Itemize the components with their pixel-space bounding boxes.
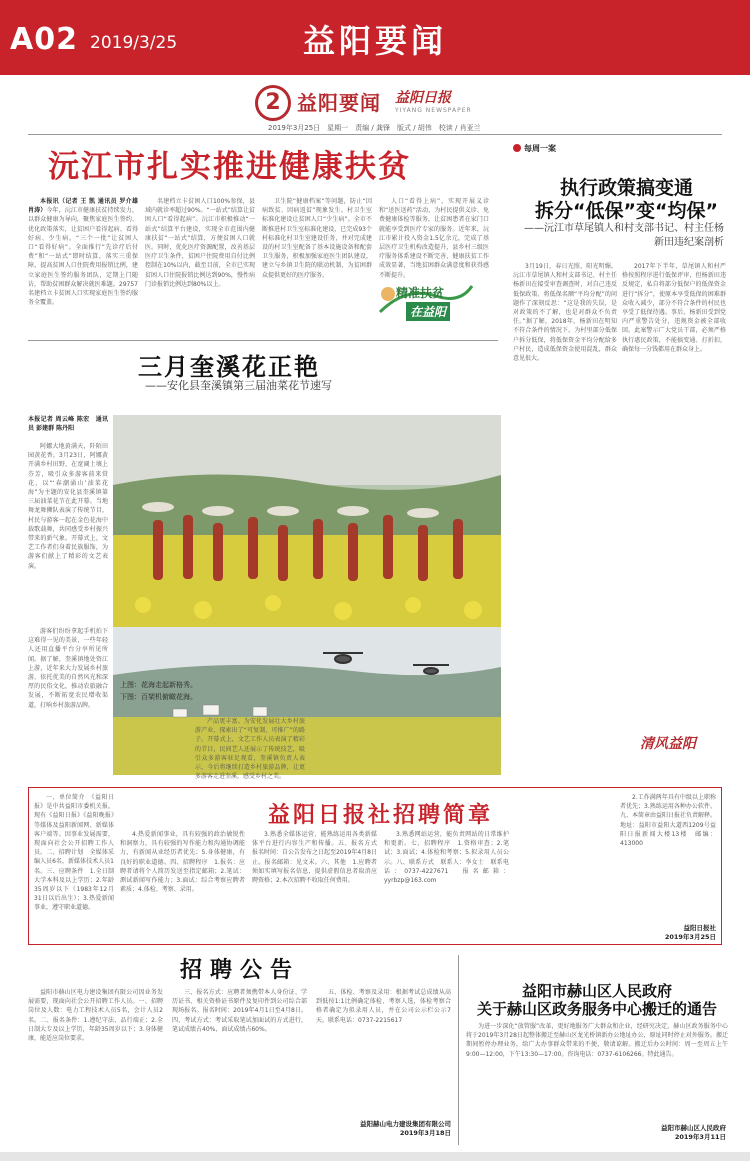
main-story-col4 xyxy=(379,197,489,277)
relocation-body-text: 为进一步深化“放管服”改革，更好地服务广大群众和企业，经研究决定，赫山区政务服务中心将于2019年3月28日起整体搬迁至赫山区龙光桥镇新办公地址办公，原址同时停止对外服务。搬迁期间暂停办理业务，给广大办事群众带来的不便，敬请谅解。搬迁后办公时间：周一至周五上午9:00—12:00，下午13:30—17:00。咨询电话：0737-6106266。特此通告。 xyxy=(466,1023,728,1058)
feature-col2 xyxy=(28,627,108,777)
relocation-signature: 益阳市赫山区人民政府 2019年3月11日 xyxy=(661,1124,726,1141)
recruitment-col4-text: 3.熟悉网站运营，能负责网站的日常维护和更新。七、招聘程序 1.资格审查；2.笔试；3.面试；4.体检和考察；5.拟录用人员公示。八、联系方式 联系人：李女士 联系电话：0737-4227671 报名邮箱：yyrbzp@163.com xyxy=(384,831,509,885)
recruitment-col4 xyxy=(384,830,509,940)
recruit-notice-col3 xyxy=(316,988,451,1106)
poverty-alleviation-stamp xyxy=(376,278,476,334)
newspaper-logo: 益阳日报 xyxy=(395,90,451,106)
feature-col1-text: 阿娜大地黄满天，阡陌田园黄花香。3月23日，阿娜黄开满乡村田野，在宽阔土壤上芬芳，吸引众多游客前来赏花，以“‘春潮涌山’油菜花海”为主题的安化县奎溪镇第三届油菜花节在此开幕。当地舞龙舞狮队表演了传统节目，村民与游客一起在金色花海中载歌载舞，共同感受乡村振兴带来的新气象。开幕式上，文艺工作者们身着民族服饰，为游客们献上了精彩的文艺表演。 xyxy=(28,443,108,570)
main-story-col3 xyxy=(262,197,372,335)
caption-bottom: 下图：百架机俯瞰花海。 xyxy=(120,693,197,701)
relocation-title-line1: 益阳市赫山区人民政府 xyxy=(521,982,672,1000)
masthead-divider xyxy=(28,134,722,135)
clean-yiyang-logo: 清风益阳 xyxy=(640,736,696,752)
main-story-col2-text: 名建档立卡贫困人口100%参保，县域内就诊率超过90%。“一站式”结算让贫困人口“看得起病”。沅江市积极推动“一站式”结算平台建设，实现全市范围内健康扶贫“一站式”结算，方便贫困人口就医。同时，优化医疗资源配置，改善基层医疗卫生条件，贫困户住院费用自付比例控制在10%以内，截至目前，全市已实现贫困人口住院报销比例达到90%，慢性病门诊报销比例达到80%以上。 xyxy=(145,198,255,288)
recruitment-col5-text: 2.工作满两年具有中级以上职称者优先；3.熟练运用各种办公软件。九、本简章由益阳日报社负责解释。地址：益阳市益阳大道西1209号益阳日报新闻大楼13楼 邮编：413000 xyxy=(620,794,717,848)
recruitment-col1 xyxy=(34,793,114,941)
relocation-body xyxy=(466,1022,728,1117)
main-story-col1 xyxy=(28,197,138,335)
feature-byline: 本报记者 周云峰 陈宏 通讯员 彭建群 陈丹阳 xyxy=(28,416,108,433)
recruitment-col2-text: 4.热爱新闻事业，具有较强的政治敏锐性和洞察力，具有较强的写作能力和沟通协调能力，有新闻从业经历者优先；5.身体健康，有良好的职业道德。四、招聘程序 1.报名：应聘者请将个人简历发送至指定邮箱；2.笔试：测试新闻写作能力；3.面试：综合考察应聘者素质；4.体检、考察、录用。 xyxy=(120,831,245,894)
recruit-notice-title: 招聘公告 xyxy=(180,958,301,983)
right-story-col1-text: 3月19日，春日光照、阳光明媚。沅江市草尾镇人和村支部书记、村主任杨新田在接受审查调查时，对自己违反低保政策、将低保名额“平均分配”的问题作了深刻反思：“这是我的失误，是对政策的不了解，也是对群众不负责任。”据了解，2018年，杨新田在明知不符合条件的情况下，为村里部分低保户拆分低保，将低保资金平均分配给多户村民，造成低保资金使用混乱，群众意见很大。 xyxy=(513,263,617,363)
section-title: 益阳要闻 xyxy=(302,22,447,60)
recruitment-title: 益阳日报社招聘简章 xyxy=(268,803,494,828)
page-number: 2 xyxy=(255,85,291,121)
feature-col3 xyxy=(195,717,305,781)
recruit-notice-signature: 益阳赫山电力建设集团有限公司 2019年3月18日 xyxy=(360,1120,451,1137)
feature-col3-text: 产品更丰富。为安化发展壮大乡村旅游产业，探索出了“可复制、可推广”的路子。开幕式上，文艺工作人员表演了精彩的节目，民间艺人还展示了传统技艺，吸引众多游客驻足观看，奎溪镇负责人表示，今后将继续打造乡村旅游品牌，让更多游客走进奎溪，感受乡村之美。 xyxy=(195,718,305,781)
relocation-divider xyxy=(458,955,459,1145)
main-story-col2 xyxy=(145,197,255,335)
main-story-col4-text: 人口“看得上病”，实现开展义诊和“送医送药”活动，为村民提供义诊、免费健康体检等服务，让贫困患者在家门口就能享受到医疗专家的服务。近年来，沅江市累计投入资金1.5亿余元，完成了基层医疗卫生机构改造提升，县乡村三级医疗服务体系建设不断完善，健康扶贫工作成效显著，当地贫困群众满意度和获得感不断提升。 xyxy=(379,198,489,279)
stamp-text-top: 精准扶贫 xyxy=(396,286,445,300)
feature-subheadline: ——安化县奎溪镇第三届油菜花节速写 xyxy=(145,379,332,392)
page-bottom-strip xyxy=(0,1152,750,1161)
section-name: 益阳要闻 xyxy=(297,91,381,115)
feature-col1 xyxy=(28,442,108,622)
right-headline-line2: 拆分“低保”变“均保” xyxy=(535,200,718,222)
main-story-byline: 本报讯（记者 王 凯 通讯员 罗介雄 肖涛） xyxy=(28,198,138,215)
caption-top: 上图：花海走起新格秀。 xyxy=(120,681,197,689)
recruitment-signature: 益阳日报社 2019年3月25日 xyxy=(664,924,716,941)
main-headline: 沅江市扎实推进健康扶贫 xyxy=(48,149,411,185)
right-story-col1 xyxy=(513,262,617,774)
relocation-title-line2: 关于赫山区政务服务中心搬迁的通告 xyxy=(476,1000,717,1018)
recruit-notice-col1-text: 益阳市赫山区电力建设集团有限公司因业务发展需要，现面向社会公开招聘工作人员。一、招聘岗位及人数：电力工程技术人员5名，会计人员2名。二、报名条件：1.遵纪守法，品行端正；2.全日制大专及以上学历，年龄35周岁以下；3.身体健康，能适应岗位要求。 xyxy=(28,989,163,1043)
main-story-col3-text: 卫生院“健康档案”等问题，防止“因病致贫、因病返贫”现象发生。村卫生室标准化建设让贫困人口“少生病”。全市不断推进村卫生室标准化建设，已完成93个村标准化村卫生室建设任务，并对完成建设的村卫生室配备了基本设施设备和配套卫生服务，积极加强家庭医生团队建设，建立与乡镇卫生院的联动机制，为贫困群众提供更好的医疗服务。 xyxy=(262,198,372,279)
recruitment-col2 xyxy=(120,830,245,940)
stamp-text-bottom: 在益阳 xyxy=(406,302,450,321)
right-headline-line1: 执行政策搞变通 xyxy=(559,177,693,199)
edit-line: 2019年3月25日 星期一 责编 / 龚锋 版式 / 胡伟 校读 / 肖亚兰 xyxy=(268,124,481,132)
newspaper-logo-en: YIYANG NEWSPAPER xyxy=(395,107,472,114)
right-story-col2 xyxy=(622,262,726,726)
main-story-col1-text: 今年，沅江市健康扶贫持续发力，以群众健康为导向，聚焦家庭医生签约、优化政策落实，让贫困户看得起病、看得好病、少生病。“三个一批”让贫困人口“看得好病”。全面推行“先诊疗后付费”和“一站式”即时结算，落实三重保障，提高贫困人口住院费用报销比例，建立家庭医生签约服务团队，定期上门随访，帮助贫困群众解决就医难题。29757名建档立卡贫困人口实现家庭医生签约服务全覆盖。 xyxy=(28,207,138,307)
main-story-divider xyxy=(28,340,498,341)
masthead xyxy=(255,85,495,121)
photo-flower-performers xyxy=(113,415,501,627)
recruitment-col3 xyxy=(252,830,384,940)
right-subheadline: ——沅江市草尾镇人和村支部书记、村主任杨新田违纪案剖析 xyxy=(524,223,724,248)
feature-col2-text: 游客们纷纷拿起手机拍下这难得一见的美景，一些年轻人还用直播平台分享所见所闻。据了解，奎溪镇地处资江上游，近年来大力发展乡村旅游，依托优美的自然风光和深厚的民俗文化，推动农旅融合发展，不断拓宽农民增收渠道，打响乡村旅游品牌。 xyxy=(28,628,108,709)
recruitment-col1-text: 一、单位简介 《益阳日报》是中共益阳市委机关报，现有《益阳日报》《益阳晚报》等媒体及益阳新闻网、新媒体客户端等。因事业发展需要，现面向社会公开招聘工作人员。二、招聘计划 全媒体采编人员6名，新媒体技术人员1名。三、应聘条件 1.全日制大学本科及以上学历；2.年龄35周岁以下（1983年12月31日以后出生）；3.热爱新闻事业，遵守职业道德。 xyxy=(34,794,114,912)
recruit-notice-col3-text: 五、体检、考察及录用：根据考试总成绩从高到低按1:1比例确定体检、考察人选，体检考察合格者确定为拟录用人员，并在公司公示栏公示7天。联系电话：0737-2215617 xyxy=(316,989,451,1024)
recruit-notice-col2-text: 三、报名方式：应聘者须携带本人身份证、学历证书、相关资格证书原件及复印件到公司综合部现场报名。报名时间：2019年4月1日至4月8日。四、考试方式：考试采取笔试加面试的方式进行，笔试成绩占40%，面试成绩占60%。 xyxy=(172,989,307,1033)
feature-headline: 三月奎溪花正艳 xyxy=(138,353,320,381)
recruit-notice-col1 xyxy=(28,988,163,1140)
feature-byline-box xyxy=(28,415,108,431)
feature-captions xyxy=(120,679,197,703)
recruitment-col5 xyxy=(620,793,716,921)
recruitment-col3-text: 3.熟悉全媒体运营，能熟练运用各类新媒体平台进行内容生产和传播。五、报名方式 报名时间：自公告发布之日起至2019年4月8日止。报名邮箱：见文末。六、其他 1.应聘者须如实填写报名信息，提供虚假信息者取消应聘资格；2.本次招聘不收取任何费用。 xyxy=(252,831,384,885)
page-banner xyxy=(0,0,750,75)
right-story-col2-text: 2017年下半年，草尾镇人和村严格按照程序进行低保评审，但杨新田违反规定，私自将部分低保户的低保资金进行“拆分”，使原本享受低保的困难群众收入减少，部分不符合条件的村民也享受了低保待遇。事后，杨新田受到党内严重警告处分，违规资金被全部收回。此案警示广大党员干部，必须严格执行惠民政策，不能搞变通、打折扣，确保每一分钱都用在群众身上。 xyxy=(622,263,726,353)
page-code: A02 xyxy=(10,22,78,57)
recruit-notice-col2 xyxy=(172,988,307,1140)
issue-date: 2019/3/25 xyxy=(90,33,178,53)
feature-photo-top xyxy=(113,415,501,627)
weekly-case-tag: 每周一案 xyxy=(513,143,556,154)
